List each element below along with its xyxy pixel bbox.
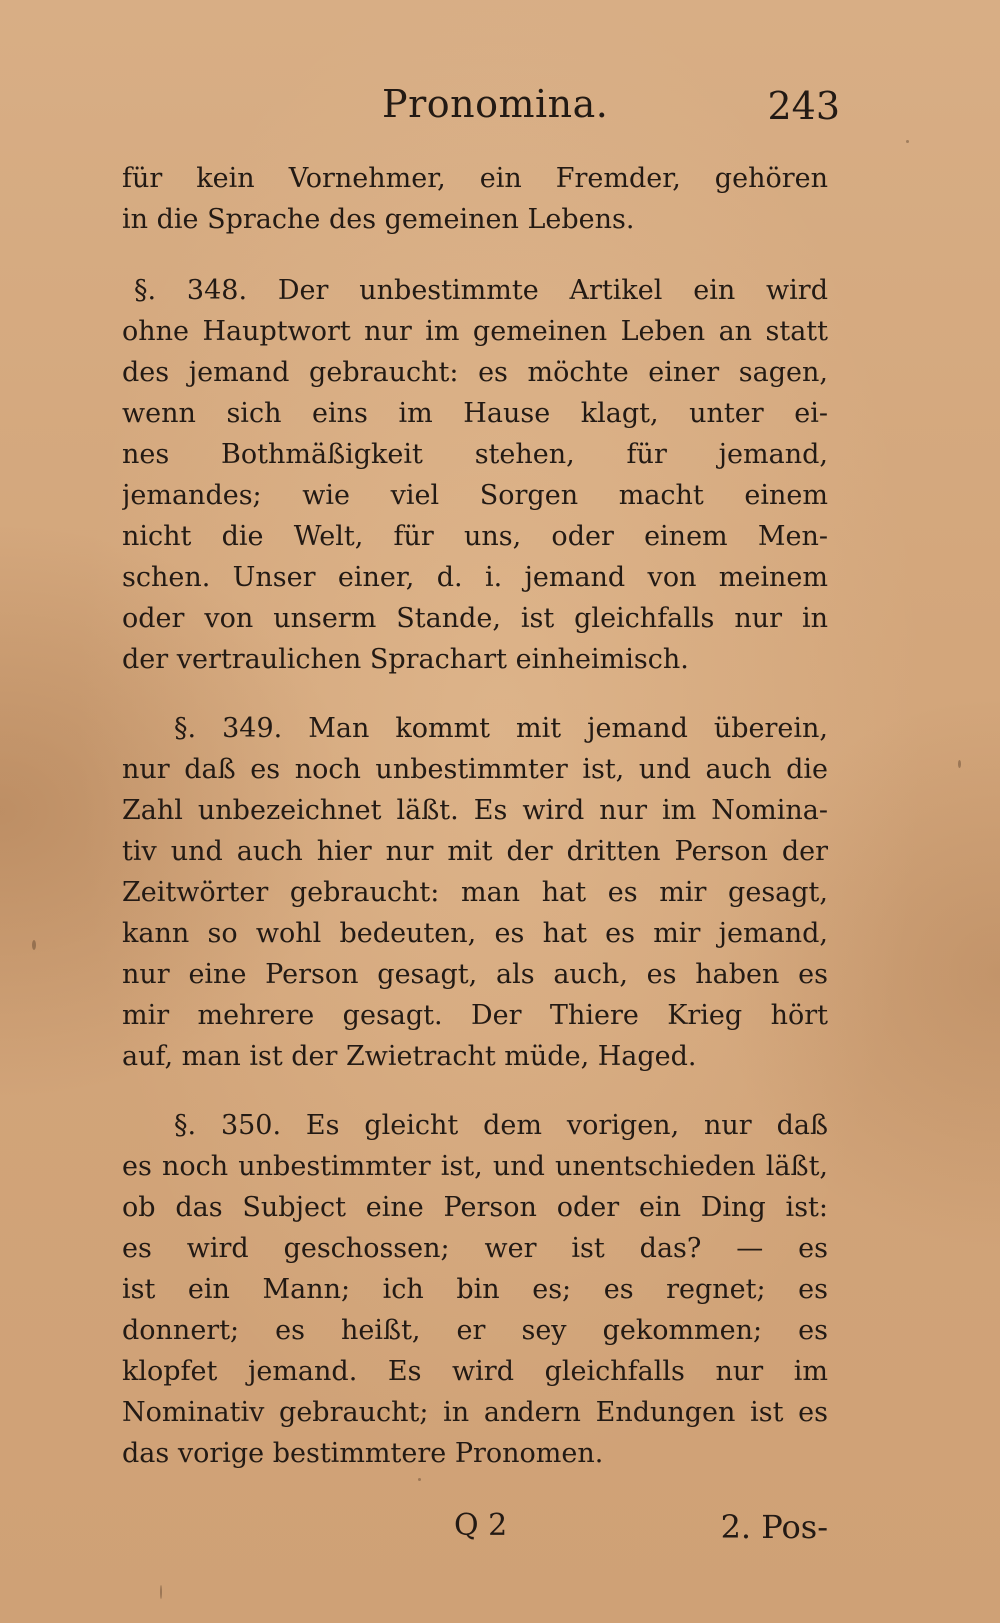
paragraph-350 [122,1105,828,1474]
text-line: jemandes; wie viel Sorgen macht einem [122,480,828,511]
text-line: für kein Vornehmer, ein Fremder, gehören [122,163,828,194]
text-line: oder von unserm Stande, ist gleichfalls nur in [122,603,828,634]
text-line: Nominativ gebraucht; in andern Endungen ist es [122,1397,828,1428]
text-line: §. 350. Es gleicht dem vorigen, nur daß [174,1110,828,1141]
text-line: auf, man ist der Zwietracht müde, Haged. [122,1041,697,1072]
text-line: schen. Unser einer, d. i. jemand von meinem [122,562,828,593]
text-line: donnert; es heißt, er sey gekommen; es [122,1315,828,1346]
text-line: tiv und auch hier nur mit der dritten Person der [122,836,828,867]
text-line: der vertraulichen Sprachart einheimisch. [122,644,689,675]
paper-speck [418,1478,421,1481]
text-line: es noch unbestimmter ist, und unentschieden läßt, [122,1151,828,1182]
text-line: ob das Subject eine Person oder ein Ding ist: [122,1192,828,1223]
text-line: das vorige bestimmtere Pronomen. [122,1438,604,1469]
text-line: wenn sich eins im Hause klagt, unter ei- [122,398,828,429]
page-footer [122,1508,828,1552]
text-line: nes Bothmäßigkeit stehen, für jemand, [122,439,828,470]
text-line: ist ein Mann; ich bin es; es regnet; es [122,1274,828,1305]
paragraph-348 [122,270,828,680]
paragraph-349 [122,708,828,1077]
page-number: 243 [767,84,840,128]
body-text [122,158,828,1502]
text-line: klopfet jemand. Es wird gleichfalls nur im [122,1356,828,1387]
signature-mark: Q 2 [454,1508,508,1543]
text-line: Zahl unbezeichnet läßt. Es wird nur im Nomina- [122,795,828,826]
text-line: nur daß es noch unbestimmter ist, und auch die [122,754,828,785]
text-line: in die Sprache des gemeinen Lebens. [122,204,635,235]
text-line: nicht die Welt, für uns, oder einem Men- [122,521,828,552]
text-line: §. 349. Man kommt mit jemand überein, [174,713,828,744]
paper-speck [906,140,909,143]
running-head [120,82,840,142]
paper-speck [160,1585,162,1599]
text-line: des jemand gebraucht: es möchte einer sagen, [122,357,828,388]
text-line: Zeitwörter gebraucht: man hat es mir gesagt, [122,877,828,908]
paper-speck [958,760,961,768]
running-title: Pronomina. [382,82,609,126]
text-line: ohne Hauptwort nur im gemeinen Leben an statt [122,316,828,347]
text-line: nur eine Person gesagt, als auch, es haben es [122,959,828,990]
paragraph-continuation [122,158,828,240]
text-line: kann so wohl bedeuten, es hat es mir jemand, [122,918,828,949]
text-line: mir mehrere gesagt. Der Thiere Krieg hört [122,1000,828,1031]
catchword: 2. Pos- [720,1508,828,1546]
paper-speck [32,940,36,950]
text-line: es wird geschossen; wer ist das? — es [122,1233,828,1264]
text-line: §. 348. Der unbestimmte Artikel ein wird [134,275,828,306]
